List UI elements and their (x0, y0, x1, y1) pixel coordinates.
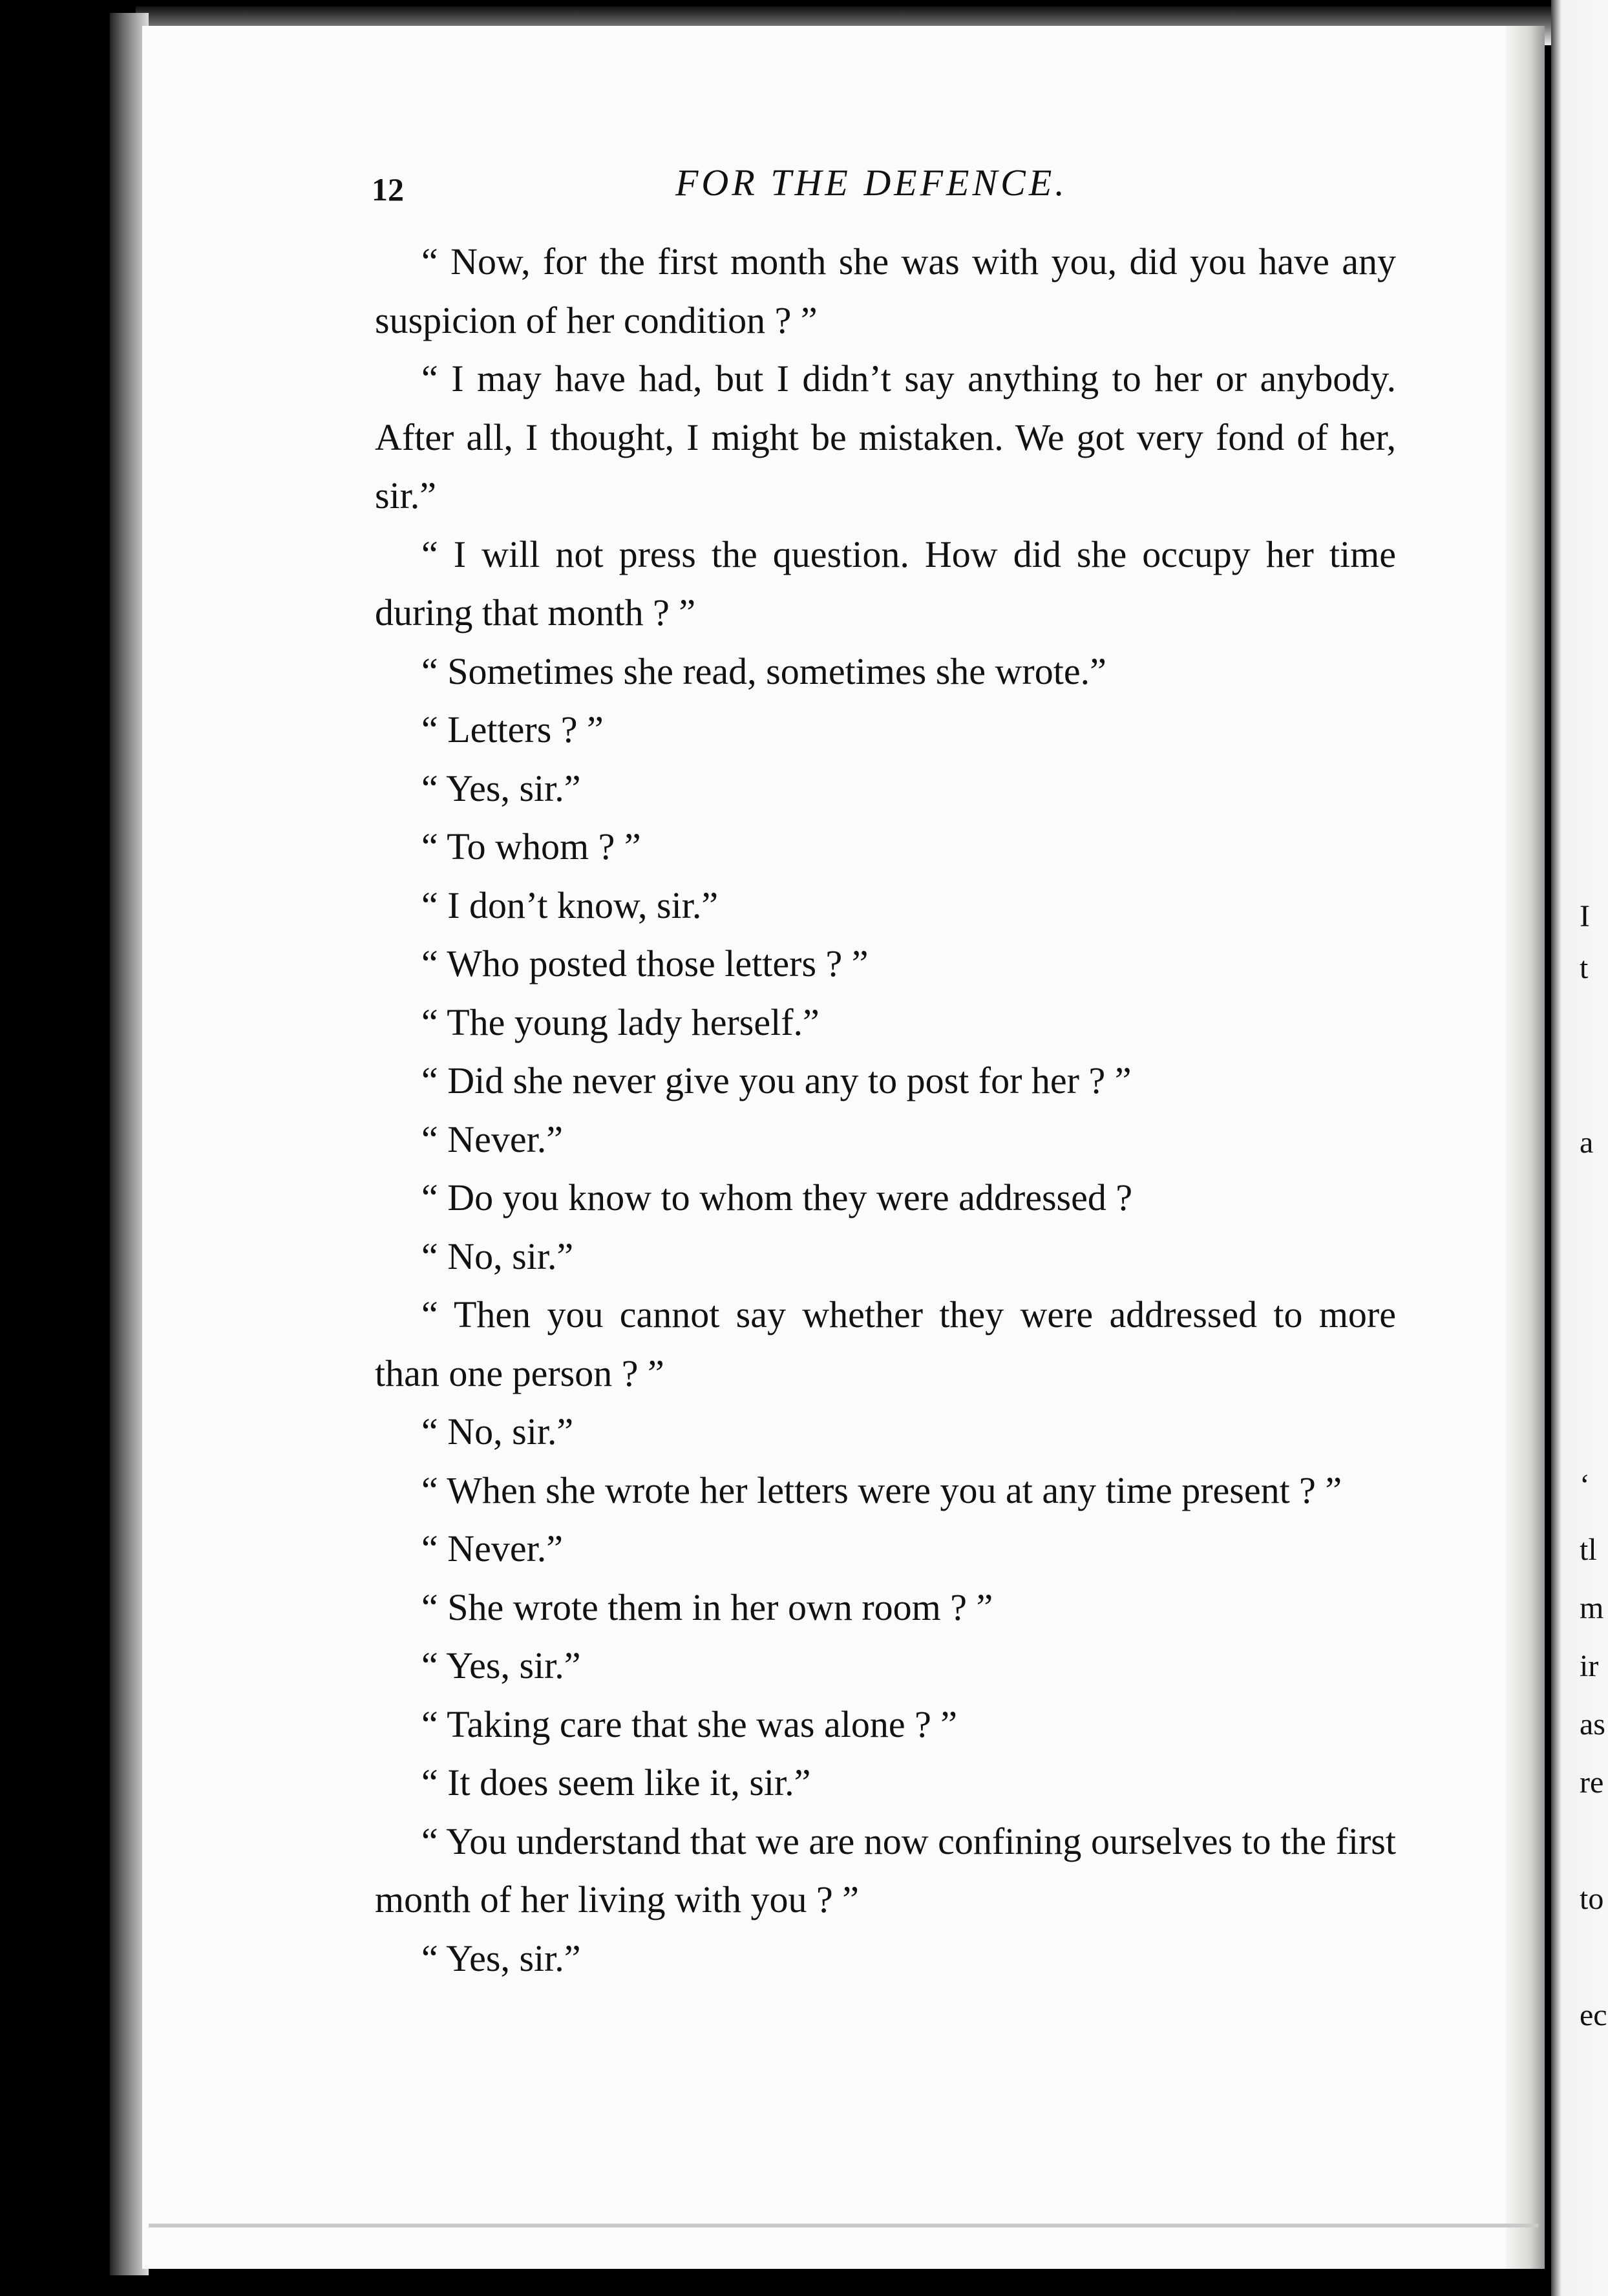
paragraph: “ Who posted those letters ? ” (421, 942, 869, 984)
paragraph: “ Then you cannot say whether they were addressed to more than one person ? ” (375, 1293, 1396, 1394)
next-page-fragment: I (1580, 899, 1590, 933)
paragraph: “ Yes, sir.” (421, 1937, 581, 1979)
paragraph: “ Letters ? ” (421, 708, 604, 750)
next-page-fragment: m (1580, 1591, 1604, 1625)
page-bottom-crease (149, 2224, 1538, 2227)
paragraph: “ It does seem like it, sir.” (421, 1761, 811, 1803)
next-page-fragment: to (1580, 1882, 1604, 1916)
next-page-fragment: a (1580, 1125, 1594, 1160)
next-page-fragment: ir (1580, 1649, 1599, 1683)
paragraph: “ Now, for the first month she was with you, did you have any suspicion of her condition ? ” (375, 240, 1396, 341)
paragraph: “ Taking care that she was alone ? ” (421, 1703, 958, 1745)
next-page-fragment: tl (1580, 1533, 1597, 1567)
paragraph: “ Sometimes she read, sometimes she wrote.” (421, 650, 1106, 692)
page-fold-shadow (1506, 26, 1545, 2269)
paragraph: “ I will not press the question. How did she occupy her time during that month ? ” (375, 533, 1396, 633)
paragraph: “ Yes, sir.” (421, 767, 581, 809)
next-page-fragment: re (1580, 1765, 1604, 1800)
next-page-fragment: t (1580, 951, 1589, 985)
paragraph: “ Did she never give you any to post for her ? ” (421, 1059, 1132, 1101)
paragraph: “ Never.” (421, 1527, 563, 1569)
paragraph: “ To whom ? ” (421, 825, 641, 867)
next-page-fragment: ec (1580, 1998, 1607, 2032)
paragraph: “ Never.” (421, 1118, 563, 1160)
next-page-fragment: as (1580, 1707, 1605, 1741)
body-text (375, 233, 1396, 1988)
paragraph: “ You understand that we are now confining ourselves to the first month of her living with you ? ” (375, 1820, 1396, 1920)
paragraph: “ When she wrote her letters were you at any time present ? ” (421, 1469, 1342, 1511)
paragraph: “ I don’t know, sir.” (421, 884, 719, 926)
paragraph: “ No, sir.” (421, 1410, 574, 1452)
page-number: 12 (372, 171, 404, 207)
paragraph: “ I may have had, but I didn’t say anything to her or anybody. After all, I thought, I might be mistaken. We got very fond of her, sir.” (375, 357, 1396, 516)
paragraph: “ The young lady herself.” (421, 1001, 820, 1043)
next-page-fragment: ‘ (1580, 1468, 1590, 1502)
running-head (372, 151, 1608, 209)
paragraph: “ Yes, sir.” (421, 1644, 581, 1686)
running-title: FOR THE DEFENCE. (675, 162, 1068, 204)
paragraph: “ Do you know to whom they were addressed ? (421, 1176, 1133, 1218)
next-page-edge (1551, 0, 1608, 2296)
paragraph: “ No, sir.” (421, 1235, 574, 1277)
paragraph: “ She wrote them in her own room ? ” (421, 1586, 993, 1628)
